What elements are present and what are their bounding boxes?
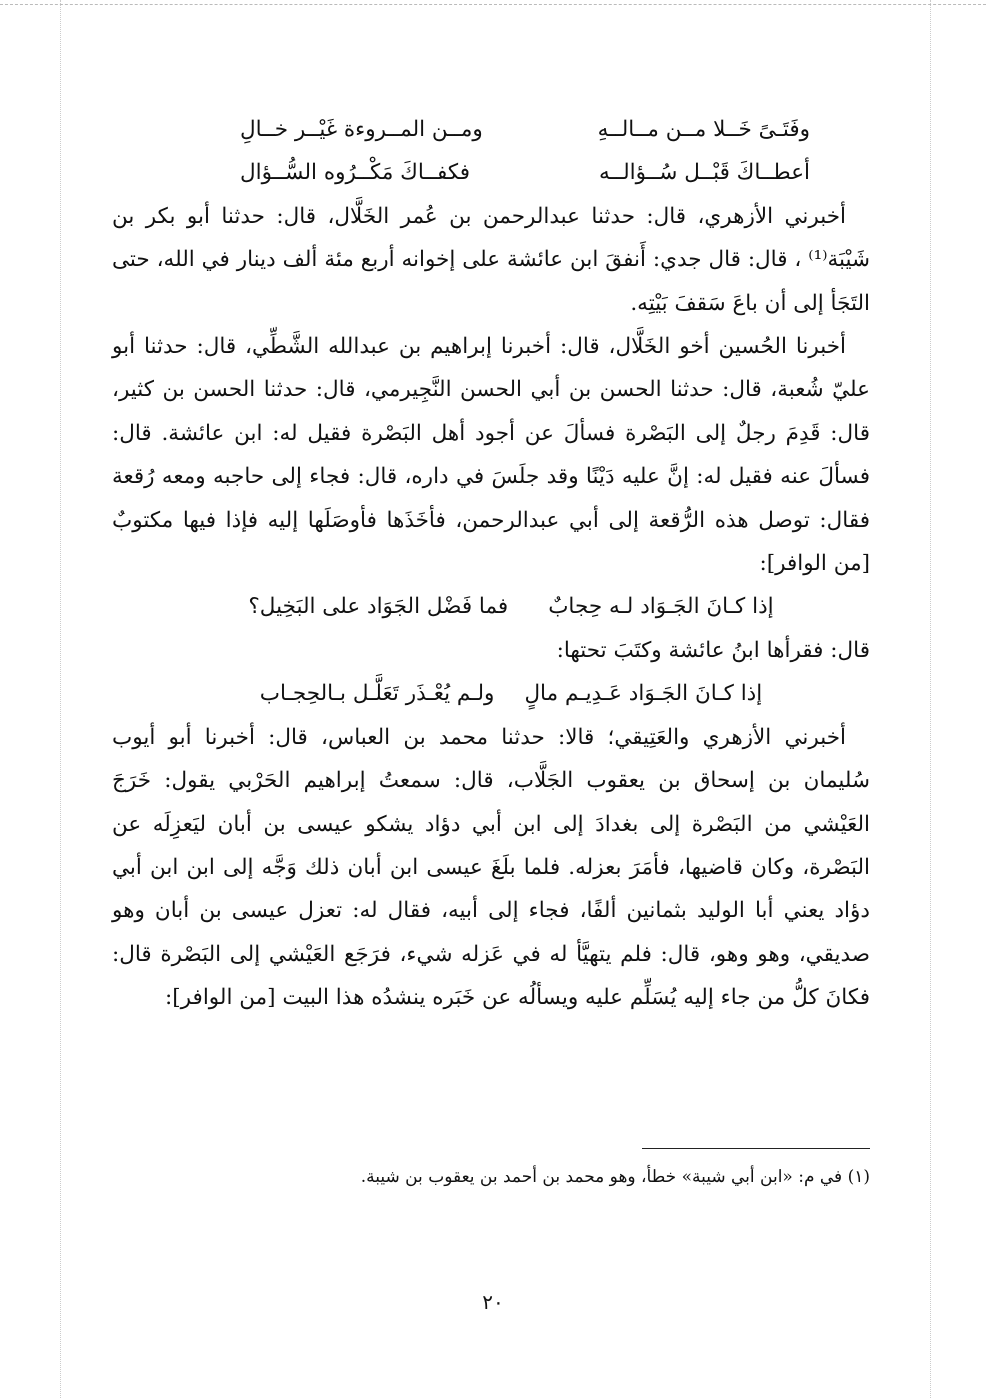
verse-hemistich-first: أعطــاكَ قَبْــل سُــؤالــه <box>599 160 810 186</box>
verse-line <box>112 672 870 715</box>
verse-line <box>112 151 870 194</box>
verse-hemistich-first: إذا كـانَ الجَـوَاد لـه حِجابٌ <box>548 594 774 620</box>
verse-hemistich-second: فكفــاكَ مَكْــرُوه السُّــؤال <box>240 160 471 186</box>
paragraph: أخبرني الأزهري والعَتِيقي؛ قالا: حدثنا محمد بن العباس، قال: أخبرنا أبو أيوب سُليمان بن إسحاق بن يعقوب الجَلَّاب، قال: سمعتُ إبراهيم الحَرْبي يقول: خَرَجَ العَيْشي من البَصْرة إلى بغدادَ إلى ابن أبي دؤاد يشكو عيسى بن أبان ليَعزِلَه عن البَصْرة، وكان قاضيها، فأمَرَ بعزله. فلما بلَغَ عيسى ابن أبان ذلك وَجَّه إلى ابن ابن أبي دؤاد يعني أبا الوليد بثمانين ألفًا، فجاء إلى أبيه، فقال له: تعزل عيسى بن أبان وهو صديقي، وهو وهو، قال: فلم يتهيَّأ له في عَزله شيء، فرَجَع العَيْشي إلى البَصْرة قال: فكانَ كلُّ من جاء إليه يُسَلِّم عليه ويسألُه عن خَبَره ينشدُه هذا البيت [من الوافر]: <box>112 724 870 1011</box>
footnote-separator <box>642 1148 870 1149</box>
verse-line <box>112 585 870 628</box>
scan-artifact-left <box>60 0 61 1398</box>
paragraph: قال: فقرأها ابنُ عائشة وكتَبَ تحتها: <box>556 637 870 663</box>
verse-hemistich-second: ومــن المــروءة غَيْــر خــالِ <box>240 117 483 142</box>
verse-line <box>112 108 870 151</box>
main-text <box>112 108 870 1020</box>
verse-hemistich-second: ولـم يُعْـذَر تَعَلَّـل بـالحِجـاب <box>259 681 495 707</box>
scan-artifact-top <box>0 4 986 5</box>
verse-hemistich-first: إذا كـانَ الجَـوَاد عَـدِيـم مالٍ <box>524 681 763 707</box>
page-number: ٢٠ <box>482 1290 504 1314</box>
footnote: (١) في م: «ابن أبي شيبة» خطأ، وهو محمد بن أحمد بن يعقوب بن شيبة. <box>360 1167 870 1187</box>
paragraph: أخبرنا الحُسين أخو الخَلَّال، قال: أخبرنا إبراهيم بن عبدالله الشَّطِّي، قال: حدثنا أبو عليّ شُعبة، قال: حدثنا الحسن بن أبي الحسن النَّجِيرمي، قال: حدثنا الحسن بن كثير، قال: قَدِمَ رجلٌ إلى البَصْرة فسألَ عن أجود أهل البَصْرة فقيل له: ابن عائشة. قال: فسألَ عنه فقيل له: إنَّ عليه دَيْنًا وقد جلَسَ في داره، قال: فجاء إلى حاجبه ومعه رُقعة فقال: توصل هذه الرُّقعة إلى أبي عبدالرحمن، فأخَذَها فأوصَلَها إليه فإذا فيها مكتوبٌ [من الوافر]: <box>112 334 870 577</box>
scan-artifact-right <box>930 0 931 1398</box>
paragraph: أخبرني الأزهري، قال: حدثنا عبدالرحمن بن عُمر الخَلَّال، قال: حدثنا أبو بكر بن شَيْبَة⁽¹⁾ ، قال: قال جدي: أَنفقَ ابن عائشة على إخوانه أربع مئة ألف دينار في الله، حتى التَجَأ إلى أن باعَ سَقفَ بَيْتِه. <box>112 203 870 316</box>
verse-hemistich-first: وفَتَـىً خَــلا مــن مــالــهِ <box>597 117 810 142</box>
verse-hemistich-second: فما فَضْل الجَوَاد على البَخِيل؟ <box>248 594 509 620</box>
